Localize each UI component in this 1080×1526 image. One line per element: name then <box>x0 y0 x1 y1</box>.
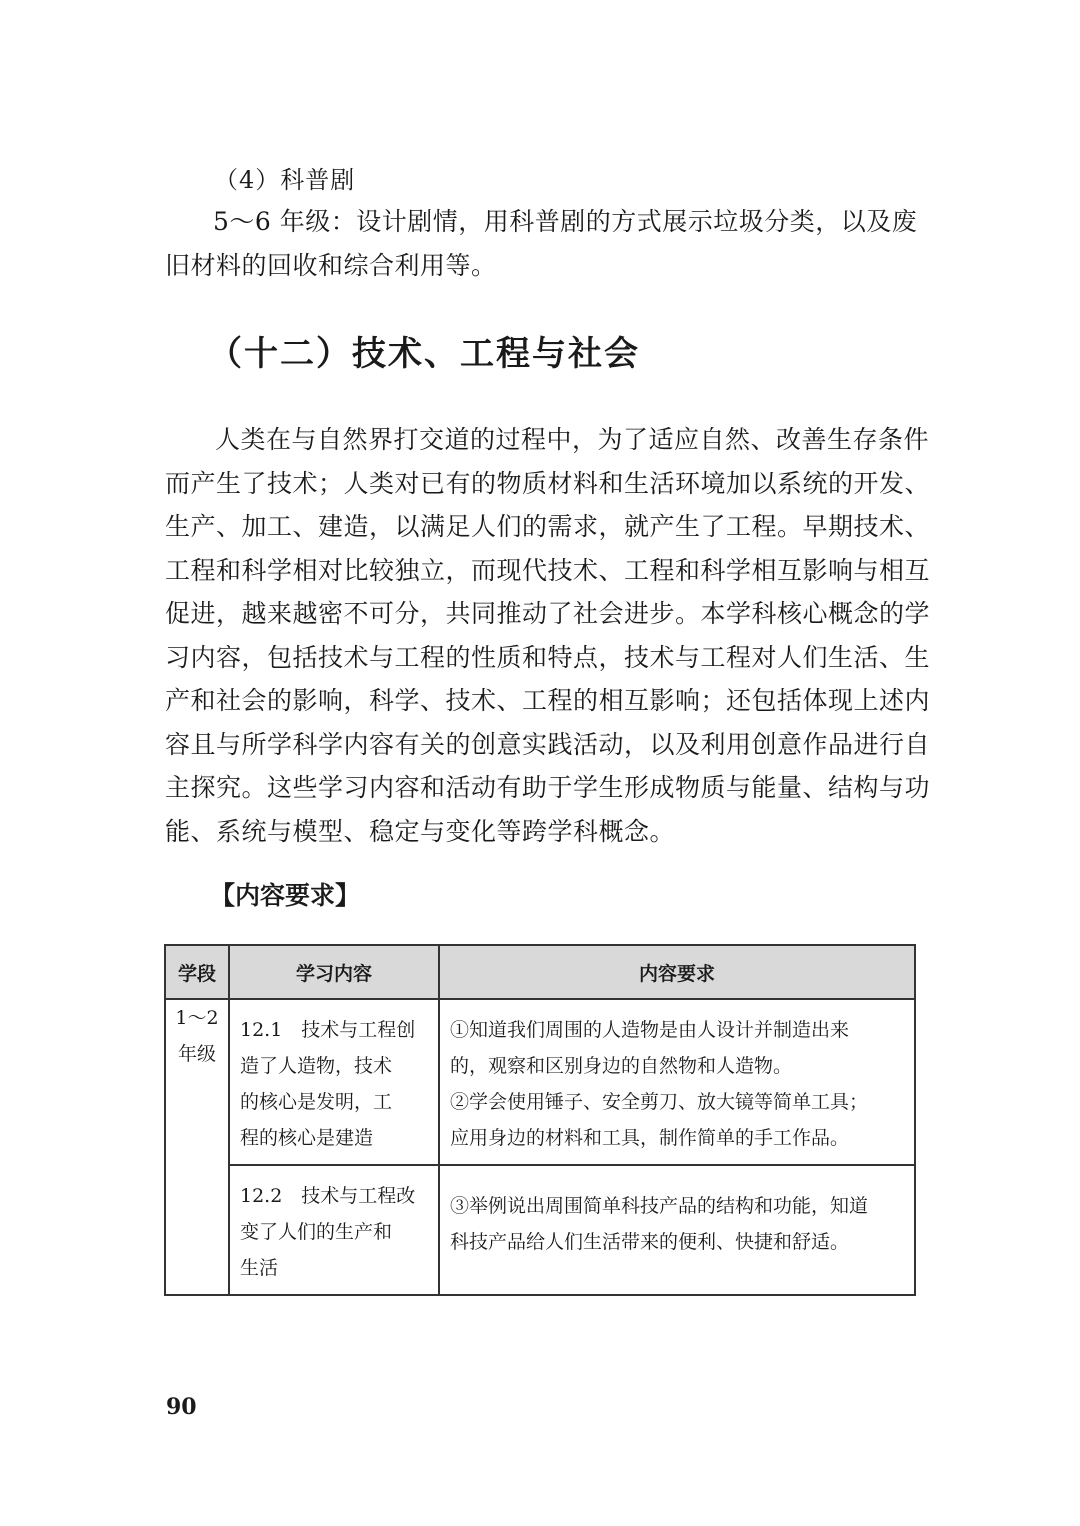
cell-line: ③举例说出周围简单科技产品的结构和功能，知道 <box>450 1195 869 1217</box>
body-line: 主探究。这些学习内容和活动有助于学生形成物质与能量、结构与功 <box>165 773 931 802</box>
requirements-table <box>164 944 916 1296</box>
body-line: 促进，越来越密不可分，共同推动了社会进步。本学科核心概念的学 <box>165 599 931 628</box>
body-line: 人类在与自然界打交道的过程中，为了适应自然、改善生存条件 <box>215 425 930 454</box>
section-title: （十二）技术、工程与社会 <box>208 334 640 374</box>
header-requirements: 内容要求 <box>439 945 915 999</box>
cell-line: 应用身边的材料和工具，制作简单的手工作品。 <box>450 1127 850 1149</box>
cell-line: 造了人造物，技术 <box>240 1055 393 1077</box>
section-body <box>165 418 931 853</box>
requirements-cell <box>439 1165 915 1295</box>
cell-line: 的，观察和区别身边的自然物和人造物。 <box>450 1055 793 1077</box>
table-row <box>165 999 915 1165</box>
cell-line: 生活 <box>240 1257 279 1279</box>
body-line: 容且与所学科学内容有关的创意实践活动，以及利用创意作品进行自 <box>165 729 931 759</box>
cell-line: 程的核心是建造 <box>240 1127 374 1149</box>
header-stage: 学段 <box>165 945 229 999</box>
content-cell <box>229 1165 439 1295</box>
cell-line: 的核心是发明，工 <box>240 1091 393 1113</box>
content-cell <box>229 999 439 1165</box>
cell-line: 科技产品给人们生活带来的便利、快捷和舒适。 <box>450 1231 850 1253</box>
requirements-title: 【内容要求】 <box>210 881 361 910</box>
body-line: 生产、加工、建造，以满足人们的需求，就产生了工程。早期技术、 <box>165 512 931 541</box>
stage-line: 年级 <box>177 1043 216 1065</box>
body-line: 习内容，包括技术与工程的性质和特点，技术与工程对人们生活、生 <box>165 642 931 672</box>
cell-line: ②学会使用锤子、安全剪刀、放大镜等简单工具； <box>450 1091 869 1113</box>
stage-line: 1～2 <box>175 1007 219 1029</box>
cell-line: ①知道我们周围的人造物是由人设计并制造出来 <box>450 1019 850 1041</box>
body-line: 而产生了技术；人类对已有的物质材料和生活环境加以系统的开发、 <box>165 468 931 498</box>
cell-line: 变了人们的生产和 <box>240 1221 393 1243</box>
table-row <box>165 1165 915 1295</box>
subsection-heading: （4）科普剧 <box>214 166 356 194</box>
body-line: 产和社会的影响，科学、技术、工程的相互影响；还包括体现上述内 <box>165 686 931 715</box>
header-content: 学习内容 <box>229 945 439 999</box>
table-header-row <box>165 945 915 999</box>
subsection-text <box>165 200 925 288</box>
cell-line: 12.1 技术与工程创 <box>240 1019 416 1041</box>
cell-line: 12.2 技术与工程改 <box>240 1185 416 1207</box>
text-line: 旧材料的回收和综合利用等。 <box>165 251 497 280</box>
body-line: 工程和科学相对比较独立，而现代技术、工程和科学相互影响与相互 <box>165 555 931 585</box>
body-line: 能、系统与模型、稳定与变化等跨学科概念。 <box>165 816 676 846</box>
requirements-cell <box>439 999 915 1165</box>
page-number: 90 <box>166 1394 197 1420</box>
stage-cell <box>165 999 229 1295</box>
text-line: 5～6 年级：设计剧情，用科普剧的方式展示垃圾分类，以及废 <box>213 207 918 236</box>
